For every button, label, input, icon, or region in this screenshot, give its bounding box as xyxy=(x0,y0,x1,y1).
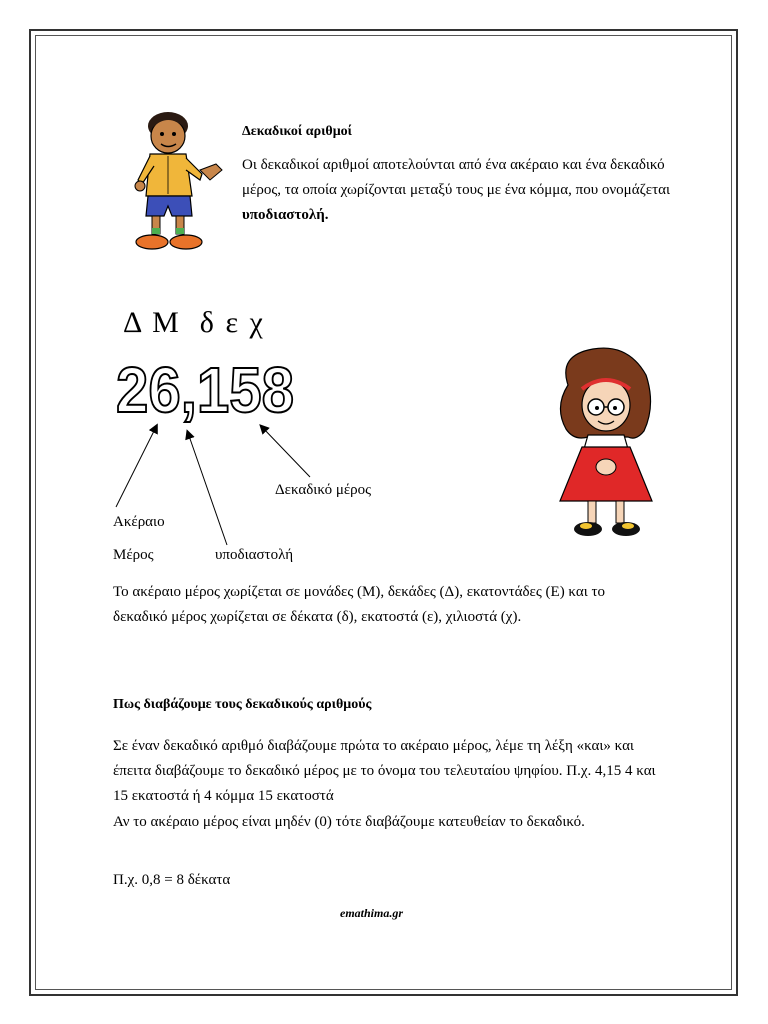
reading-paragraph: Σε έναν δεκαδικό αριθμό διαβάζουμε πρώτα το ακέραιο μέρος, λέμε τη λέξη «και» και έπειτα διαβάζουμε το δεκαδικό μέρος με το όνομα του τελευταίου ψηφίου. Π.χ. 4,15 4 και 15 εκατοστά ή 4 κόμμα 15 εκατοστά xyxy=(113,738,656,804)
intro-text: Οι δεκαδικοί αριθμοί αποτελούνται από ένα ακέραιο και ένα δεκαδικό μέρος, τα οποία χωρίζονται μεταξύ τους με ένα κόμμα, που ονομάζεται xyxy=(242,157,671,198)
arrow-decimal-part xyxy=(262,427,310,477)
label-integer-line1: Ακέραιο xyxy=(113,514,165,530)
label-integer-line2: Μέρος xyxy=(113,547,154,563)
example-line: Π.χ. 0,8 = 8 δέκατα xyxy=(113,872,231,888)
reading-heading: Πως διαβάζουμε τους δεκαδικούς αριθμούς xyxy=(113,697,372,712)
arrow-decimal-point xyxy=(188,433,227,545)
intro-bold-term: υποδιαστολή. xyxy=(242,207,329,223)
girl-illustration xyxy=(548,345,678,545)
footer-site: emathima.gr xyxy=(340,906,404,920)
boy-illustration xyxy=(130,108,230,258)
page-title: Δεκαδικοί αριθμοί xyxy=(242,124,352,139)
place-value-letters: Δ Μ δ ε χ xyxy=(123,306,265,339)
places-paragraph: Το ακέραιο μέρος χωρίζεται σε μονάδες (Μ), δεκάδες (Δ), εκατοντάδες (Ε) και το δεκαδικό μέρος χωρίζεται σε δέκατα (δ), εκατοστά (ε), χιλιοστά (χ). xyxy=(113,584,606,625)
zero-paragraph: Αν το ακέραιο μέρος είναι μηδέν (0) τότε διαβάζουμε κατευθείαν το δεκαδικό. xyxy=(113,814,585,830)
number-value: 26,158 xyxy=(116,356,294,426)
label-decimal-point: υποδιαστολή xyxy=(215,547,294,563)
intro-paragraph xyxy=(242,153,672,228)
arrow-integer-part xyxy=(116,427,156,507)
label-decimal-part: Δεκαδικό μέρος xyxy=(275,482,372,498)
